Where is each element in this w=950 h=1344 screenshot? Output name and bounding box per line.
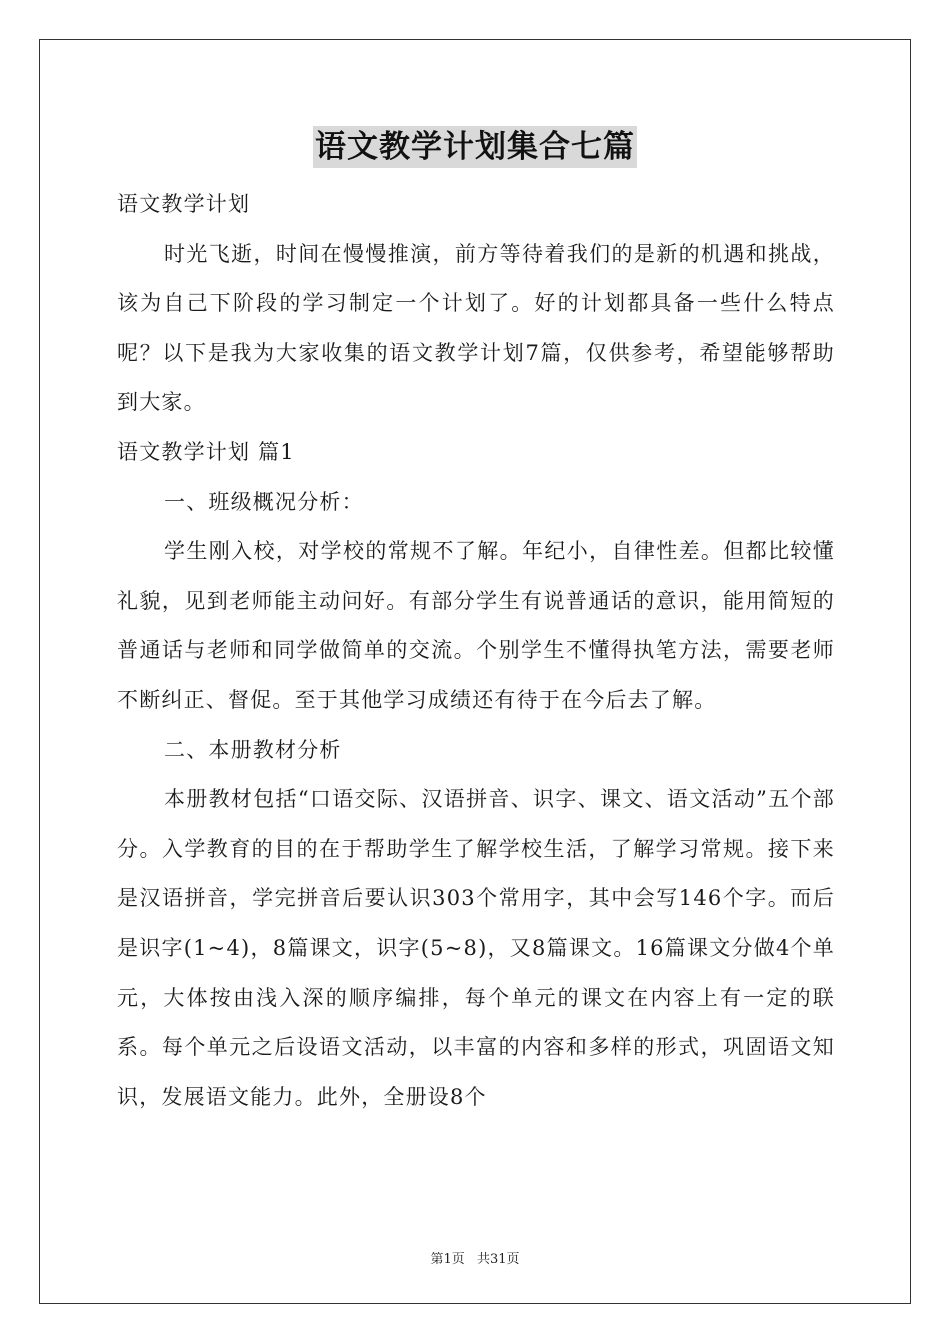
paragraph: 一、班级概况分析： xyxy=(164,489,364,514)
document-title: 语文教学计划集合七篇 xyxy=(313,126,637,168)
title-container xyxy=(0,126,950,168)
paragraph: 本册教材包括“口语交际、汉语拼音、识字、课文、语文活动”五个部分。入学教育的目的在于帮助学生了解学校生活，了解学习常规。接下来是汉语拼音，学完拼音后要认识303个常用字，其中会写146个字。而后是识字(1~4)，8篇课文，识字(5~8)，又8篇课文。16篇课文分做4个单元，大体按由浅入深的顺序编排，每个单元的课文在内容上有一定的联系。每个单元之后设语文活动，以丰富的内容和多样的形式，巩固语文知识，发展语文能力。此外，全册设8个 xyxy=(117,787,835,1109)
paragraph: 二、本册教材分析 xyxy=(164,737,342,762)
page-number: 第1页 xyxy=(430,1252,465,1267)
page-footer xyxy=(0,1248,950,1267)
page-total: 共31页 xyxy=(476,1252,520,1267)
section-heading: 语文教学计划 篇1 xyxy=(117,439,295,464)
paragraph: 时光飞逝，时间在慢慢推演，前方等待着我们的是新的机遇和挑战，该为自己下阶段的学习制定一个计划了。好的计划都具备一些什么特点呢？以下是我为大家收集的语文教学计划7篇，仅供参考，希望能够帮助到大家。 xyxy=(117,241,835,415)
paragraph: 语文教学计划 xyxy=(117,192,251,216)
document-body xyxy=(117,180,835,1122)
paragraph: 学生刚入校，对学校的常规不了解。年纪小，自律性差。但都比较懂礼貌，见到老师能主动问好。有部分学生有说普通话的意识，能用简短的普通话与老师和同学做简单的交流。个别学生不懂得执笔方法，需要老师不断纠正、督促。至于其他学习成绩还有待于在今后去了解。 xyxy=(117,539,835,712)
